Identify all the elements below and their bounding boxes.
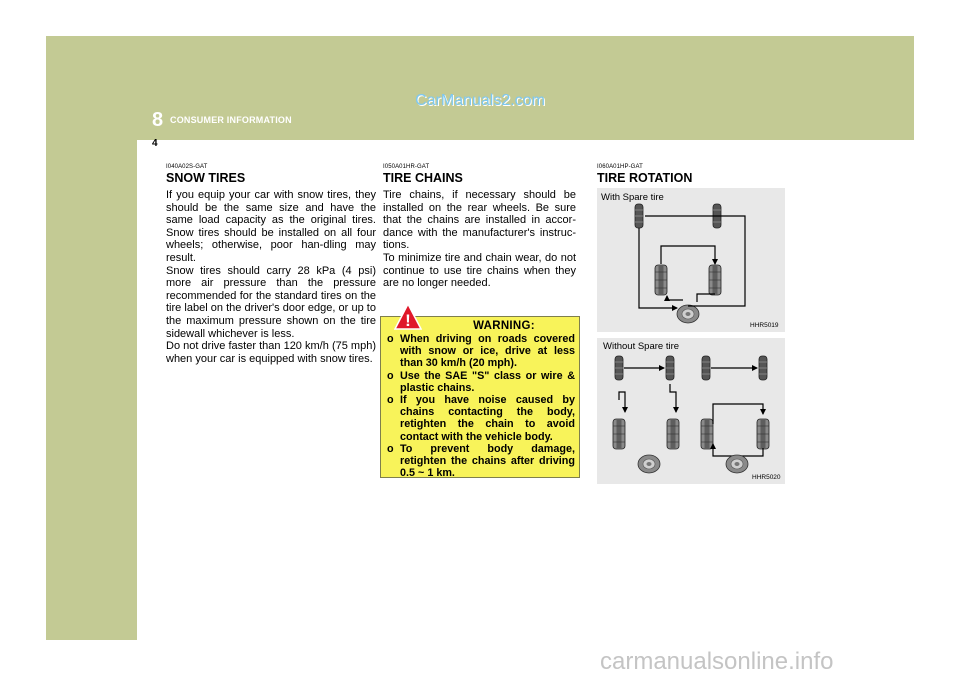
tire-chains-body <box>383 189 576 290</box>
section-code: I050A01HR-GAT <box>383 164 430 170</box>
watermark-link[interactable]: CarManuals2.com <box>415 92 545 109</box>
bullet: o <box>387 442 394 455</box>
paragraph: Do not drive faster than 120 km/h (75 mph) when your car is equipped with snow tires. <box>166 340 376 365</box>
tire-chains-heading: TIRE CHAINS <box>383 171 463 185</box>
figure-code: HHR5019 <box>750 322 779 329</box>
paragraph: If you equip your car with snow tires, they should be the same size and have the same load capacity as the original tires. Snow tires should be installed on all four wheels; otherwise, poor han-dling may result. <box>166 189 376 264</box>
snow-tires-body <box>166 189 376 365</box>
rotation-diagram-with-spare <box>597 188 785 332</box>
warning-item: o To prevent body damage, retighten the chains after driving 0.5 ~ 1 km. <box>387 442 575 480</box>
bullet: o <box>387 333 394 345</box>
warning-item: o If you have noise caused by chains contacting the body, retighten the chain to avoid contact with the vehicle body. <box>387 394 575 443</box>
warning-triangle-icon <box>394 303 422 331</box>
paragraph: Tire chains, if necessary should be installed on the rear wheels. Be sure that the chains are installed in accor-dance with the manufacturer's instruc-tions. <box>383 189 576 252</box>
svg-text:!: ! <box>405 311 411 330</box>
warning-item: o Use the SAE "S" class or wire & plastic chains. <box>387 369 575 394</box>
bullet: o <box>387 394 394 407</box>
footer-watermark[interactable]: carmanualsonline.info <box>600 648 834 675</box>
warning-list <box>387 333 575 479</box>
snow-tires-section <box>166 164 376 365</box>
top-band <box>0 0 960 36</box>
side-band <box>46 140 137 640</box>
tire-rotation-heading: TIRE ROTATION <box>597 171 693 185</box>
figure-code: HHR5020 <box>752 474 781 481</box>
section-code: I040A02S-GAT <box>166 164 208 170</box>
rotation-with-spare-svg <box>597 188 785 332</box>
rotation-diagram-without-spare <box>597 338 785 484</box>
warning-box <box>380 316 580 478</box>
section-title: CONSUMER INFORMATION <box>170 115 292 125</box>
paragraph: To minimize tire and chain wear, do not continue to use tire chains when they are no longer needed. <box>383 251 576 290</box>
warning-item: o When driving on roads covered with snow or ice, drive at less than 30 km/h (20 mph). <box>387 333 575 370</box>
section-number: 8 <box>152 109 164 131</box>
tire-rotation-section <box>597 164 785 189</box>
bullet: o <box>387 369 394 382</box>
snow-tires-heading: SNOW TIRES <box>166 171 246 185</box>
figure-label: With Spare tire <box>601 192 664 203</box>
tire-chains-section <box>383 164 576 290</box>
warning-title: WARNING: <box>473 320 535 332</box>
paragraph: Snow tires should carry 28 kPa (4 psi) more air pressure than the pressure recommended for the standard tires on the tire label on the driver's door edge, or up to the maximum pressure shown on the tire sidewall whichever is less. <box>166 264 376 340</box>
page-number: 4 <box>152 138 158 149</box>
figure-label: Without Spare tire <box>603 341 680 352</box>
section-code: I060A01HP-GAT <box>597 164 643 170</box>
rotation-without-spare-svg <box>597 338 785 484</box>
